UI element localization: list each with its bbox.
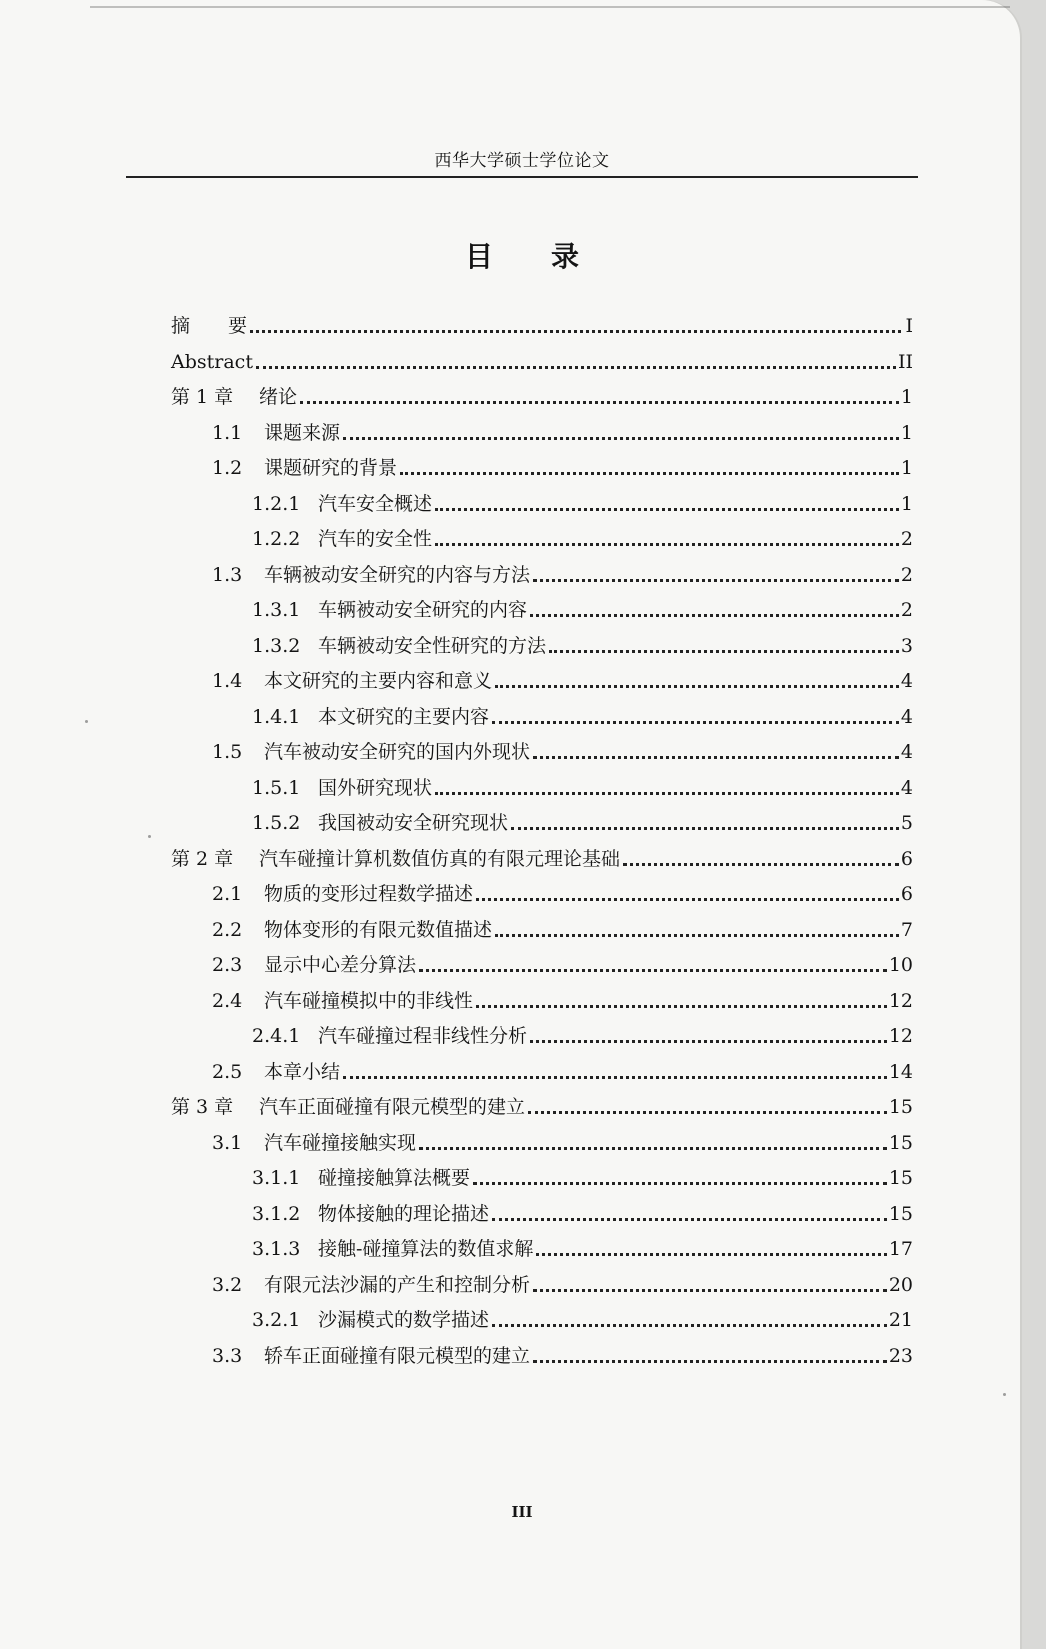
toc-entry-label: 碰撞接触算法概要 [318, 1167, 471, 1189]
toc-entry-page: 2 [900, 528, 913, 550]
toc-entry-page: 3 [900, 635, 913, 657]
toc-entry[interactable] [252, 1022, 913, 1050]
toc-entry-number: 1.5 [212, 741, 243, 763]
toc-entry-number: 1.1 [212, 422, 243, 444]
toc-leader-dots [435, 507, 899, 511]
toc-entry[interactable] [252, 703, 913, 731]
toc-leader-dots [473, 1181, 887, 1185]
toc-leader-dots [495, 684, 899, 688]
toc-entry-number: 2.5 [212, 1061, 243, 1083]
toc-entry-number: 2.1 [212, 883, 243, 905]
toc-entry-number: 2.2 [212, 919, 243, 941]
toc-entry[interactable] [252, 632, 913, 660]
toc-entry[interactable] [212, 738, 913, 766]
toc-entry-number: 1.3.1 [252, 599, 301, 621]
toc-entry-number: 1.2.2 [252, 528, 301, 550]
toc-entry-page: 5 [900, 812, 913, 834]
toc-entry-label: 汽车被动安全研究的国内外现状 [264, 741, 531, 763]
toc-entry-page: I [905, 315, 913, 337]
toc-leader-dots [536, 1252, 886, 1256]
toc-entry-page: 2 [900, 564, 913, 586]
toc-entry-page: 17 [888, 1238, 913, 1260]
toc-entry[interactable] [212, 667, 913, 695]
title-char-2: 录 [551, 240, 580, 273]
toc-entry-number: 2.3 [212, 954, 243, 976]
page-number: III [511, 1503, 533, 1521]
toc-leader-dots [476, 1004, 887, 1008]
toc-entry-number: 2.4.1 [252, 1025, 301, 1047]
toc-entry-number: 1.3.2 [252, 635, 301, 657]
toc-leader-dots [528, 1110, 887, 1114]
toc-leader-dots [419, 968, 887, 972]
toc-entry-page: 15 [888, 1132, 913, 1154]
title-char-1: 目 [464, 240, 493, 273]
toc-entry-page: 6 [900, 848, 913, 870]
toc-leader-dots [419, 1146, 887, 1150]
toc-leader-dots [492, 1217, 887, 1221]
toc-entry-page: 12 [888, 1025, 913, 1047]
toc-entry[interactable] [212, 1342, 913, 1370]
toc-entry-number: 3.1.2 [252, 1203, 301, 1225]
toc-leader-dots [530, 613, 899, 617]
toc-entry-page: 1 [900, 422, 913, 444]
toc-leader-dots [492, 720, 899, 724]
scan-speck [85, 720, 88, 723]
toc-entry[interactable] [252, 1235, 913, 1263]
toc-entry-label: 课题研究的背景 [264, 457, 398, 479]
toc-leader-dots [533, 755, 899, 759]
toc-leader-dots [476, 897, 899, 901]
toc-entry[interactable] [212, 880, 913, 908]
toc-entry-page: 15 [888, 1203, 913, 1225]
toc-entry[interactable] [171, 845, 913, 873]
toc-leader-dots [533, 578, 899, 582]
toc-entry-number: 3.1 [212, 1132, 243, 1154]
toc-entry-label: 摘 要 [171, 315, 248, 337]
toc-entry-page: 12 [888, 990, 913, 1012]
scan-speck [148, 835, 151, 838]
toc-entry[interactable] [212, 951, 913, 979]
toc-leader-dots [533, 1288, 887, 1292]
toc-entry-page: 21 [888, 1309, 913, 1331]
toc-leader-dots [495, 933, 899, 937]
toc-leader-dots [533, 1359, 887, 1363]
toc-leader-dots [256, 365, 896, 369]
toc-entry-page: 10 [888, 954, 913, 976]
toc-entry-number: 1.2 [212, 457, 243, 479]
toc-entry[interactable] [252, 490, 913, 518]
toc-entry-page: II [897, 351, 913, 373]
toc-entry-number: 第 3 章 [171, 1096, 234, 1118]
toc-entry[interactable] [252, 1164, 913, 1192]
toc-entry[interactable] [252, 525, 913, 553]
toc-entry-label: 车辆被动安全性研究的方法 [318, 635, 547, 657]
toc-entry-number: 1.5.1 [252, 777, 301, 799]
toc-entry[interactable] [252, 809, 913, 837]
toc-leader-dots [623, 862, 899, 866]
toc-entry[interactable] [212, 987, 913, 1015]
toc-leader-dots [492, 1323, 887, 1327]
toc-entry-label: 物体接触的理论描述 [318, 1203, 490, 1225]
toc-entry-page: 6 [900, 883, 913, 905]
toc-entry[interactable] [212, 419, 913, 447]
toc-entry-label: 轿车正面碰撞有限元模型的建立 [264, 1345, 531, 1367]
toc-entry-number: 1.4.1 [252, 706, 301, 728]
toc-entry-page: 14 [888, 1061, 913, 1083]
toc-entry[interactable] [252, 596, 913, 624]
toc-entry-label: 我国被动安全研究现状 [318, 812, 509, 834]
toc-entry-label: 汽车碰撞计算机数值仿真的有限元理论基础 [259, 848, 621, 870]
toc-entry-label: 本章小结 [264, 1061, 341, 1083]
toc-entry[interactable] [252, 1200, 913, 1228]
toc-entry-number: 1.4 [212, 670, 243, 692]
toc-entry[interactable] [212, 561, 913, 589]
toc-entry-label: 本文研究的主要内容 [318, 706, 490, 728]
toc-entry-label: 绪论 [259, 386, 298, 408]
toc-entry-page: 4 [900, 777, 913, 799]
toc-entry-label: 汽车正面碰撞有限元模型的建立 [259, 1096, 526, 1118]
toc-entry-page: 4 [900, 670, 913, 692]
toc-entry-number: 3.2.1 [252, 1309, 301, 1331]
toc-entry[interactable] [171, 312, 913, 340]
toc-entry-number: 3.1.1 [252, 1167, 301, 1189]
toc-entry-number: 3.3 [212, 1345, 243, 1367]
toc-entry-label: 沙漏模式的数学描述 [318, 1309, 490, 1331]
toc-entry-page: 7 [900, 919, 913, 941]
toc-entry-label: 汽车碰撞模拟中的非线性 [264, 990, 474, 1012]
toc-entry-number: 1.3 [212, 564, 243, 586]
toc-leader-dots [435, 791, 899, 795]
toc-entry-page: 4 [900, 741, 913, 763]
toc-entry-label: 有限元法沙漏的产生和控制分析 [264, 1274, 531, 1296]
toc-entry-number: 第 2 章 [171, 848, 234, 870]
toc-entry-label: 汽车碰撞接触实现 [264, 1132, 417, 1154]
toc-entry-page: 2 [900, 599, 913, 621]
toc-entry-page: 1 [900, 386, 913, 408]
toc-entry-label: 车辆被动安全研究的内容 [318, 599, 528, 621]
toc-leader-dots [343, 1075, 887, 1079]
scan-speck [1003, 1393, 1006, 1396]
toc-leader-dots [343, 436, 899, 440]
toc-entry[interactable] [212, 1058, 913, 1086]
toc-entry-label: 物质的变形过程数学描述 [264, 883, 474, 905]
toc-entry-label: Abstract [171, 351, 253, 373]
toc-entry-label: 接触-碰撞算法的数值求解 [318, 1238, 534, 1260]
toc-entry[interactable] [171, 383, 913, 411]
running-header: 西华大学硕士学位论文 [434, 151, 610, 171]
toc-entry-number: 2.4 [212, 990, 243, 1012]
toc-entry[interactable] [212, 1129, 913, 1157]
toc-entry-label: 汽车碰撞过程非线性分析 [318, 1025, 528, 1047]
toc-leader-dots [300, 400, 899, 404]
toc-entry-number: 3.2 [212, 1274, 243, 1296]
toc-entry-label: 物体变形的有限元数值描述 [264, 919, 493, 941]
toc-entry[interactable] [212, 916, 913, 944]
toc-entry-label: 本文研究的主要内容和意义 [264, 670, 493, 692]
toc-entry-label: 车辆被动安全研究的内容与方法 [264, 564, 531, 586]
toc-entry-label: 汽车安全概述 [318, 493, 433, 515]
toc-entry-page: 4 [900, 706, 913, 728]
toc-entry[interactable] [212, 454, 913, 482]
toc-entry[interactable] [171, 348, 913, 376]
toc-entry-label: 汽车的安全性 [318, 528, 433, 550]
toc-leader-dots [435, 542, 899, 546]
toc-leader-dots [549, 649, 899, 653]
toc-entry-page: 15 [888, 1096, 913, 1118]
toc-entry-number: 1.2.1 [252, 493, 301, 515]
toc-entry[interactable] [171, 1093, 913, 1121]
toc-leader-dots [400, 471, 899, 475]
toc-entry-page: 20 [888, 1274, 913, 1296]
toc-entry[interactable] [252, 1306, 913, 1334]
toc-entry-page: 1 [900, 457, 913, 479]
toc-entry[interactable] [212, 1271, 913, 1299]
toc-entry-label: 国外研究现状 [318, 777, 433, 799]
toc-leader-dots [530, 1039, 887, 1043]
toc-entry-number: 1.5.2 [252, 812, 301, 834]
toc-leader-dots [250, 329, 901, 333]
toc-entry-page: 23 [888, 1345, 913, 1367]
toc-entry-label: 显示中心差分算法 [264, 954, 417, 976]
toc-entry-page: 1 [900, 493, 913, 515]
toc-entry[interactable] [252, 774, 913, 802]
toc-leader-dots [511, 826, 899, 830]
toc-entry-label: 课题来源 [264, 422, 341, 444]
toc-entry-number: 第 1 章 [171, 386, 234, 408]
toc-entry-page: 15 [888, 1167, 913, 1189]
toc-entry-number: 3.1.3 [252, 1238, 301, 1260]
